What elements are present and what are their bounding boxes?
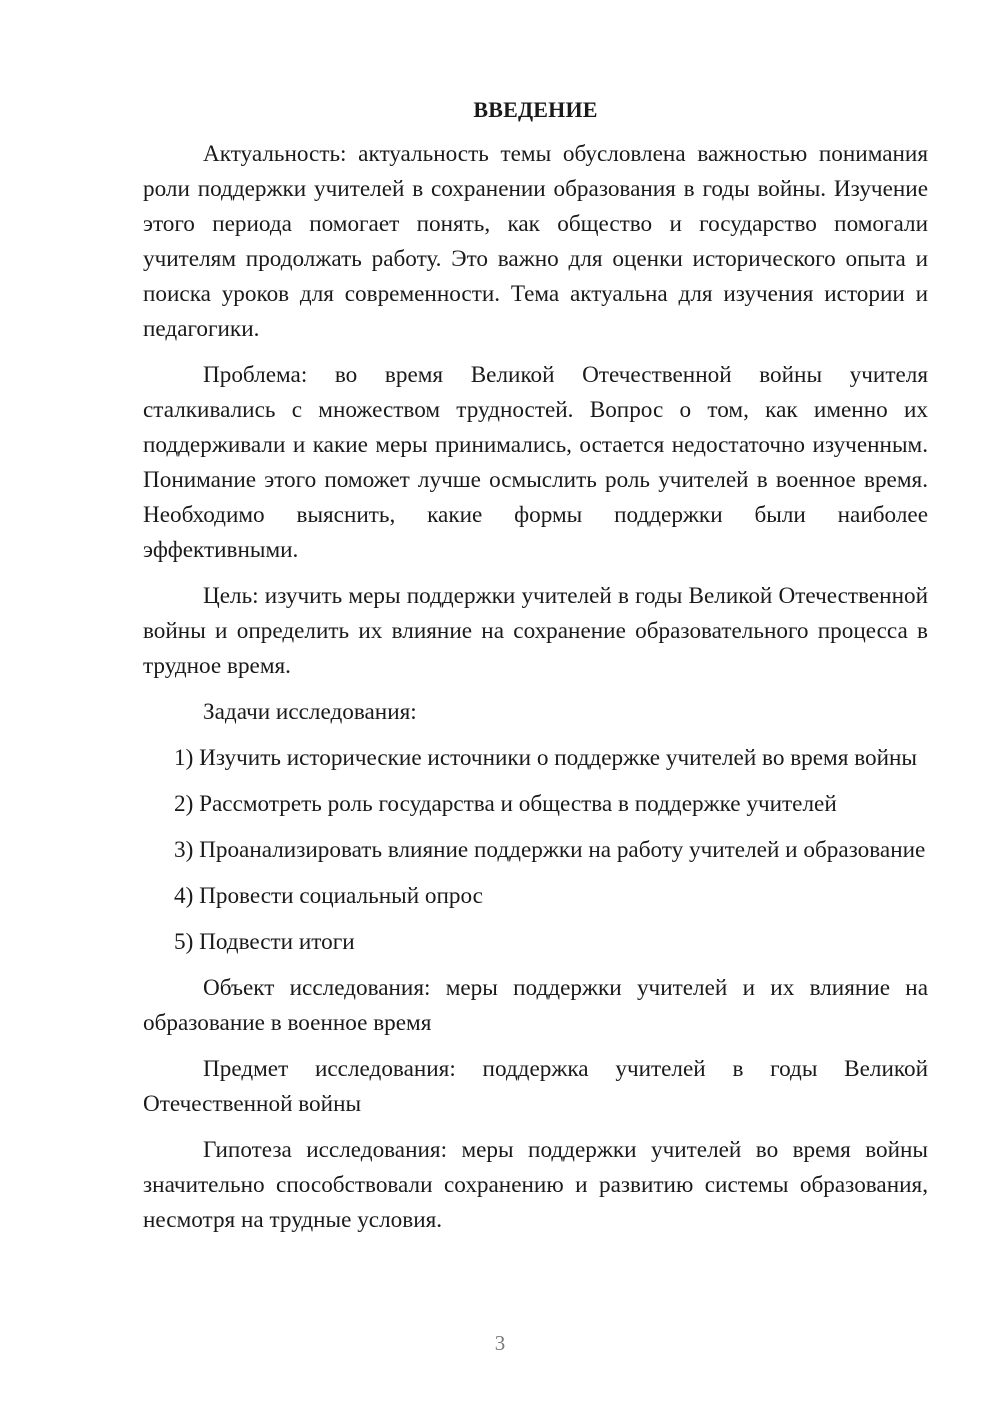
document-body: [143, 92, 928, 1249]
problem-paragraph: Проблема: во время Великой Отечественной войны учителя сталкивались с множеством трудностей. Вопрос о том, как именно их поддерживали и какие меры принимались, остается недостаточно изученным. Понимание этого поможет лучше осмыслить роль учителей в военное время. Необходимо выяснить, какие формы поддержки были наиболее эффективными.: [143, 362, 928, 563]
hypothesis-paragraph: Гипотеза исследования: меры поддержки учителей во время войны значительно способствовали сохранению и развитию системы образования, несмотря на трудные условия.: [143, 1137, 928, 1233]
relevance-paragraph: Актуальность: актуальность темы обусловлена важностью понимания роли поддержки учителей в сохранении образования в годы войны. Изучение этого периода помогает понять, как общество и государство помогали учителям продолжать работу. Это важно для оценки исторического опыта и поиска уроков для современности. Тема актуальна для изучения истории и педагогики.: [143, 141, 928, 342]
task-item-3: 3) Проанализировать влияние поддержки на работу учителей и образование: [174, 837, 926, 863]
object-paragraph: Объект исследования: меры поддержки учителей и их влияние на образование в военное время: [143, 975, 928, 1036]
task-item-2: 2) Рассмотреть роль государства и общества в поддержке учителей: [174, 791, 837, 817]
task-item-5: 5) Подвести итоги: [174, 929, 355, 955]
task-item-4: 4) Провести социальный опрос: [174, 883, 483, 909]
page-title: ВВЕДЕНИЕ: [473, 97, 598, 122]
page-number: 3: [494, 1331, 506, 1355]
goal-paragraph: Цель: изучить меры поддержки учителей в годы Великой Отечественной войны и определить их влияние на сохранение образовательного процесса в трудное время.: [143, 583, 928, 679]
subject-paragraph: Предмет исследования: поддержка учителей в годы Великой Отечественной войны: [143, 1056, 928, 1117]
task-item-1: 1) Изучить исторические источники о поддержке учителей во время войны: [174, 745, 917, 771]
tasks-heading: Задачи исследования:: [203, 699, 417, 725]
